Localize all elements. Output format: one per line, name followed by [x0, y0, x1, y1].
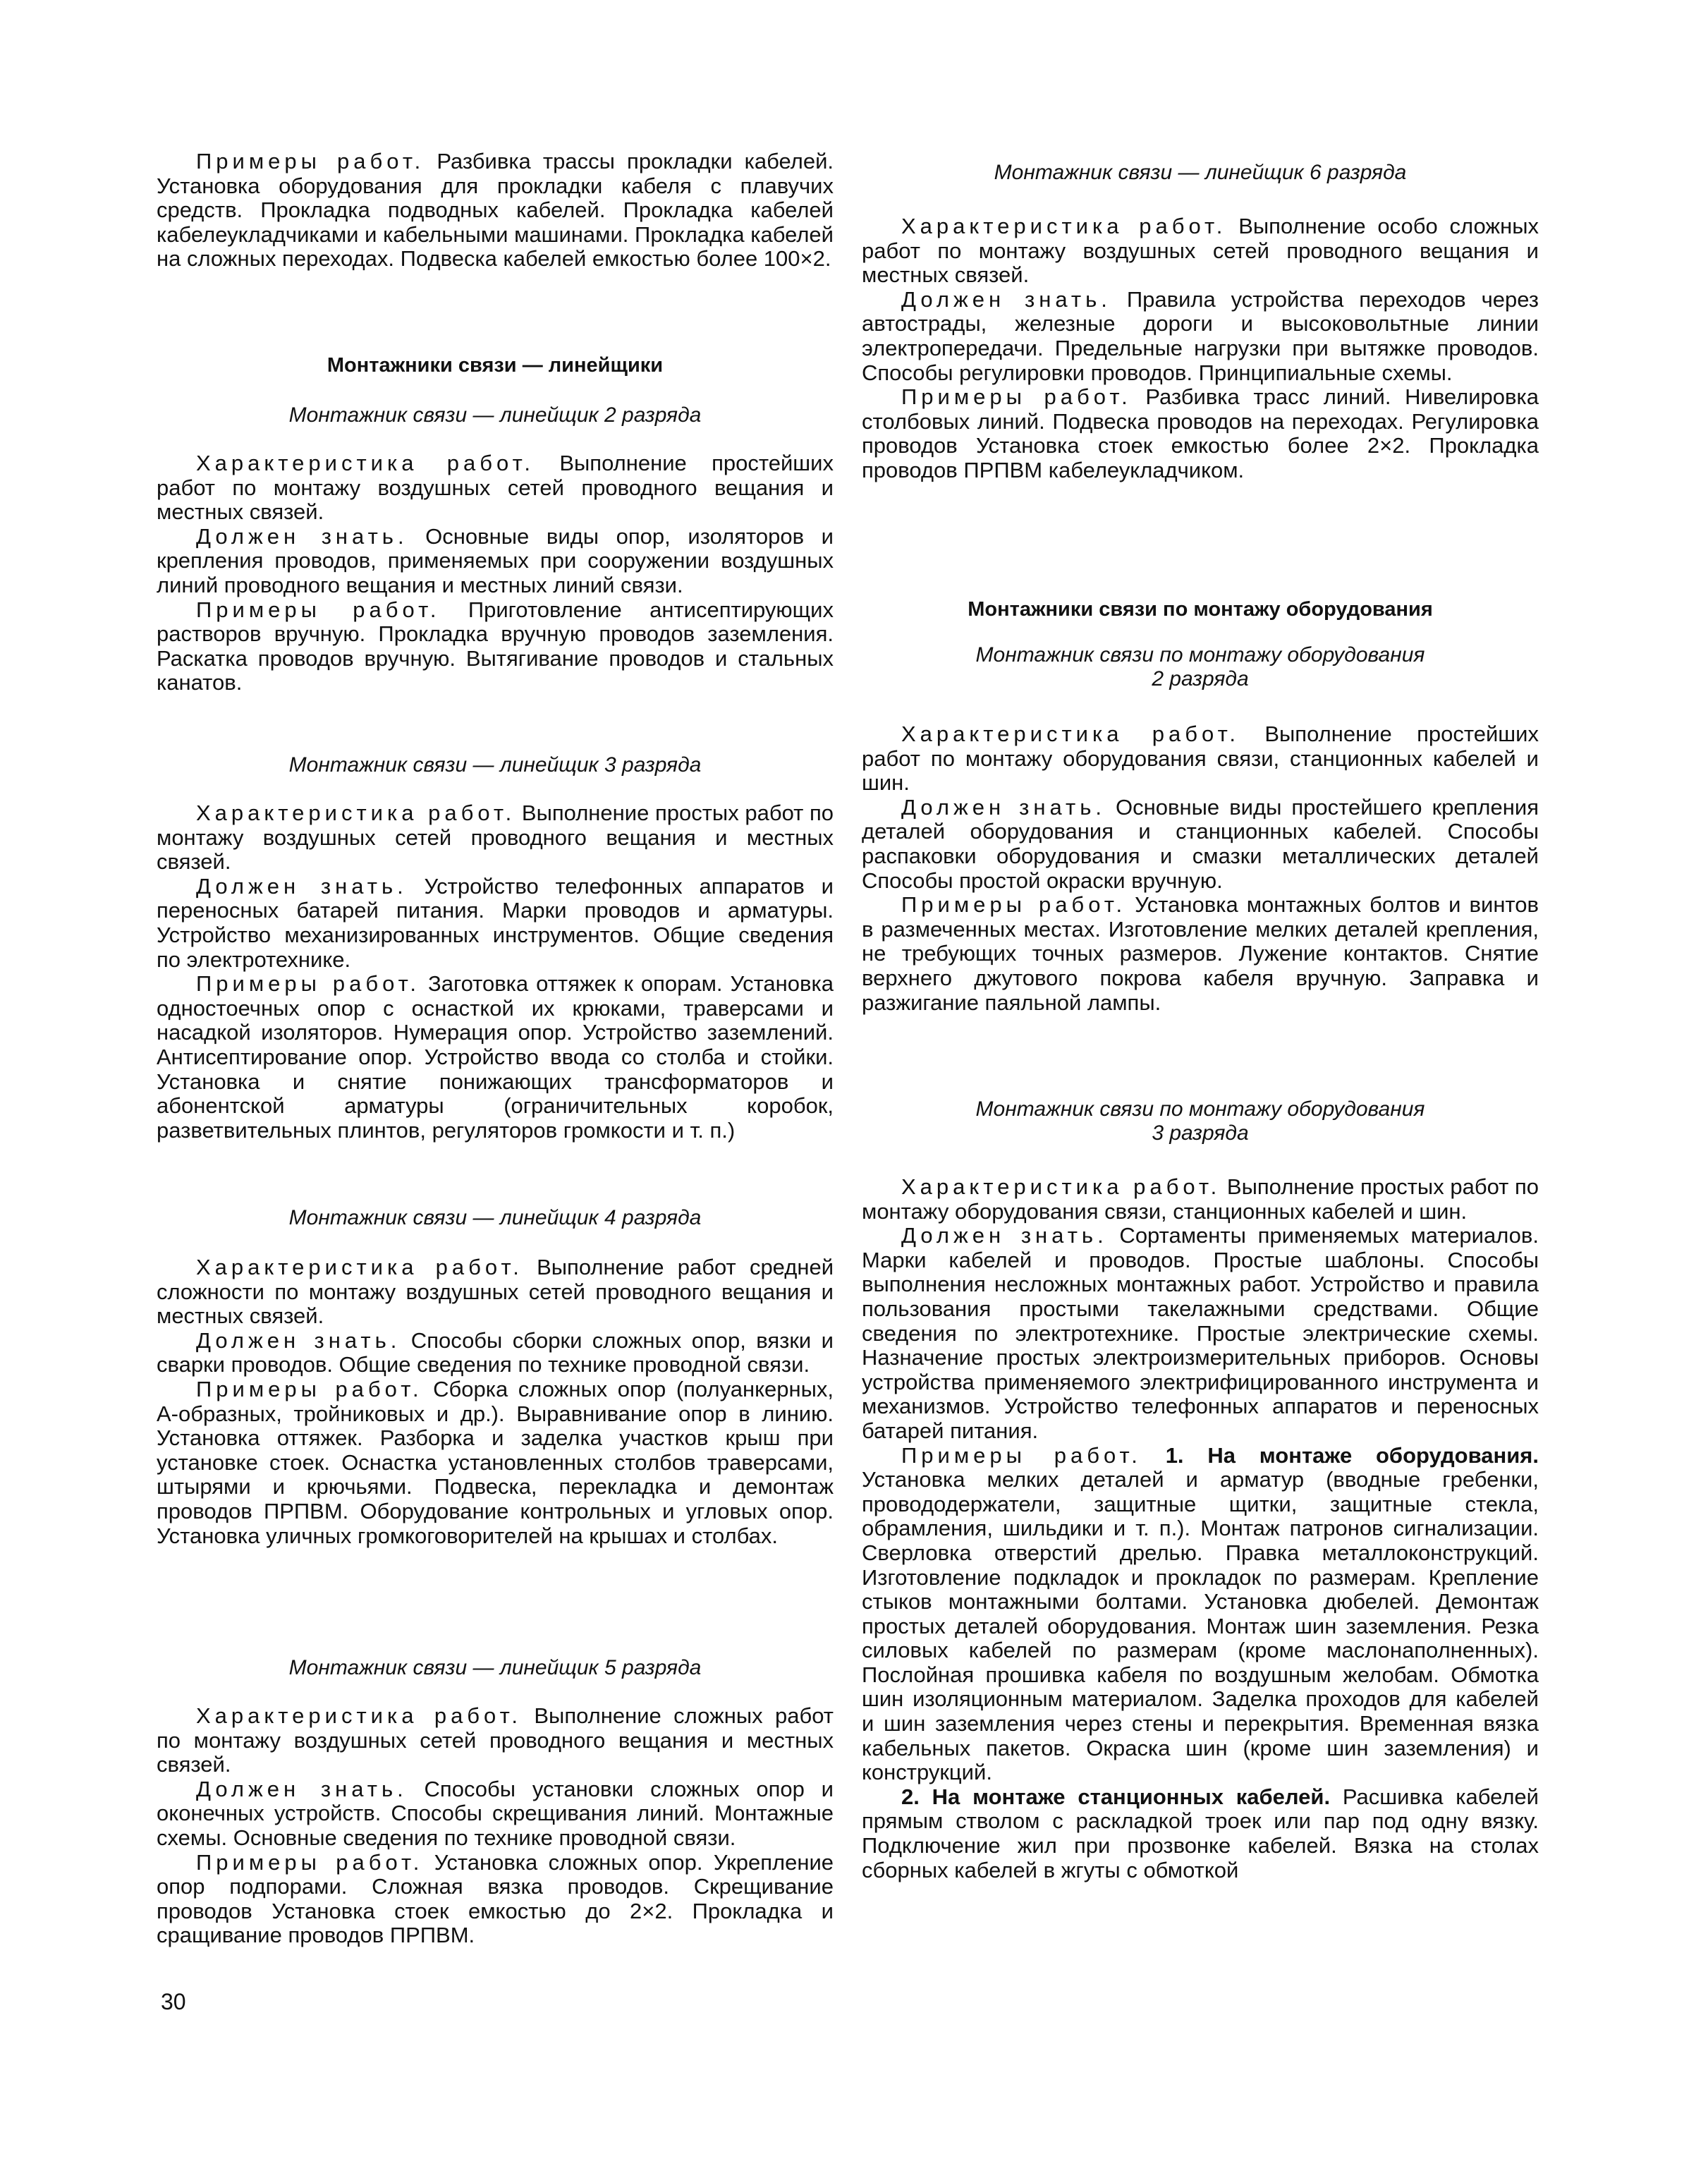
paragraph-lead: Должен знать.	[901, 1223, 1108, 1248]
paragraph	[157, 1851, 834, 1948]
paragraph	[157, 1704, 834, 1777]
subsection-title: Монтажник связи по монтажу оборудования	[975, 643, 1425, 667]
paragraph-bold-lead: 1. На монтаже оборудования.	[1141, 1442, 1539, 1468]
paragraph-lead: Должен знать.	[196, 523, 408, 549]
paragraph-lead: Характеристика работ.	[901, 1174, 1221, 1199]
paragraph-lead: Примеры работ.	[901, 892, 1127, 918]
paragraph	[157, 875, 834, 972]
paragraph-text: Установка мелких деталей и арматур (вводные гребенки, провододержатели, защитные щитки, защитные стекла, обрамления, шильдики и т. п.). Монтаж патронов сигнализации. Сверловка отверстий дрелью. Правка металлоконструкций. Изготовление подкладок и прокладок по размерам. Крепление стыков монтажными болтами. Установка дюбелей. Демонтаж простых деталей оборудования. Монтаж шин заземления. Резка силовых кабелей по размерам (кроме маслонаполненных). Послойная прошивка кабеля по воздушным желобам. Обмотка шин изоляционным материалом. Заделка проходов для кабелей и шин заземления через стены и перекрытия. Временная вязка кабельных пакетов. Окраска шин (кроме шин заземления) и конструкций.	[862, 1467, 1539, 1785]
paragraph-text: Устройство телефонных аппаратов и переносных батарей питания. Марки проводов и арматуры. Устройство механизированных инструментов. Общие сведения по электротехнике.	[157, 873, 834, 972]
paragraph-lead: Примеры работ.	[196, 597, 441, 622]
paragraph-text: Выполнение простейших работ по монтажу воздушных сетей проводного вещания и местных связей.	[157, 451, 834, 525]
section-block	[862, 643, 1539, 691]
section-block	[157, 753, 834, 777]
subsection-grade: 3 разряда	[1152, 1121, 1249, 1145]
paragraph-lead: Примеры работ.	[901, 384, 1132, 410]
page-number: 30	[161, 1989, 186, 2014]
paragraph	[862, 288, 1539, 385]
subsection-title: Монтажник связи — линейщик 4 разряда	[288, 1206, 702, 1229]
paragraph	[157, 1255, 834, 1329]
paragraph-text: Сортаменты применяемых материалов. Марки кабелей и проводов. Простые шаблоны. Способы выполнения несложных монтажных работ. Устройство и правила пользования простыми такелажными средствами. Общие сведения по электротехнике. Простые электрические схемы. Назначение простых электроизмерительных приборов. Основы устройства применяемого электрифицированного инструмента и механизмов. Устройство телефонных аппаратов и переносных батарей питания.	[862, 1223, 1539, 1443]
paragraph	[157, 150, 834, 272]
paragraph-lead: Характеристика работ.	[196, 1703, 522, 1728]
paragraph-lead: Примеры работ.	[196, 971, 421, 997]
paragraph-lead: Должен знать.	[196, 873, 408, 899]
paragraph	[157, 598, 834, 695]
section-block	[157, 1255, 834, 1548]
section-block	[862, 722, 1539, 1015]
paragraph-text: Способы установки сложных опор и оконечных устройств. Способы скрещивания линий. Монтажные схемы. Основные сведения по технике проводной связи.	[157, 1776, 834, 1850]
section-block	[157, 150, 834, 272]
paragraph-text: Основные виды опор, изоляторов и крепления проводов, применяемых при сооружении воздушных линий проводного вещания и местных линий связи.	[157, 523, 834, 597]
paragraph-text: Разбивка трасс линий. Нивелировка столбовых линий. Подвеска проводов на переходах. Регулировка проводов Установка стоек емкостью более 2×2. Прокладка проводов ПРПВМ кабелеукладчиком.	[862, 384, 1539, 482]
subsection-title: Монтажник связи — линейщик 5 разряда	[288, 1656, 702, 1679]
paragraph-lead: Характеристика работ.	[901, 214, 1227, 238]
paragraph-text: Выполнение сложных работ по монтажу воздушных сетей проводного вещания и местных связей.	[157, 1703, 834, 1777]
section-heading: Монтажники связи — линейщики	[327, 354, 664, 377]
section-block	[862, 161, 1539, 185]
paragraph-lead: Должен знать.	[196, 1776, 408, 1801]
paragraph-lead: Примеры работ.	[901, 1442, 1142, 1468]
paragraph-text: Основные виды простейшего крепления деталей оборудования и станционных кабелей. Способы распаковки оборудования и смазки металлических деталей Способы простой окраски вручную.	[862, 794, 1539, 893]
paragraph	[862, 1444, 1539, 1785]
section-block	[862, 1175, 1539, 1882]
subsection-grade: 2 разряда	[1152, 667, 1249, 690]
paragraph	[862, 796, 1539, 893]
paragraph	[157, 1777, 834, 1851]
paragraph-text: Приготовление антисептирующих растворов вручную. Прокладка вручную проводов заземления. Раскатка проводов вручную. Вытягивание проводов и стальных канатов.	[157, 597, 834, 695]
subsection-title: Монтажник связи — линейщик 6 разряда	[994, 161, 1407, 184]
paragraph-text: Разбивка трассы прокладки кабелей. Установка оборудования для прокладки кабеля с плавучих средств. Прокладка подводных кабелей. Прокладка кабелей кабелеукладчиками и кабельными машинами. Прокладка кабелей на сложных переходах. Подвеска кабелей емкостью более 100×2.	[157, 149, 834, 272]
paragraph-text: Расшивка кабелей прямым стволом с раскладкой троек или пар под одну вязку. Подключение жил при прозвонке кабелей. Вязка на столах сборных кабелей в жгуты с обмоткой	[862, 1784, 1539, 1882]
paragraph-text: Выполнение простых работ по монтажу воздушных сетей проводного вещания и местных связей.	[157, 801, 834, 875]
section-block	[157, 1704, 834, 1948]
paragraph-lead: Примеры работ.	[196, 1849, 424, 1875]
paragraph	[862, 1785, 1539, 1882]
paragraph-text: Выполнение простых работ по монтажу оборудования связи, станционных кабелей и шин.	[862, 1174, 1539, 1224]
section-block	[157, 1656, 834, 1680]
paragraph-text: Способы сборки сложных опор, вязки и сварки проводов. Общие сведения по технике проводной связи.	[157, 1327, 834, 1377]
paragraph-lead: Характеристика работ.	[196, 1255, 523, 1279]
paragraph-lead: Примеры работ.	[196, 149, 425, 174]
paragraph-lead: Должен знать.	[901, 286, 1111, 312]
paragraph-lead: Должен знать.	[196, 1327, 401, 1353]
paragraph-text: Выполнение простейших работ по монтажу оборудования связи, станционных кабелей и шин.	[862, 722, 1539, 796]
paragraph-text: Установка сложных опор. Укрепление опор подпорами. Сложная вязка проводов. Скрещивание проводов Установка стоек емкостью до 2×2. Прокладка и сращивание проводов ПРПВМ.	[157, 1849, 834, 1948]
paragraph-bold-lead: 2. На монтаже станционных кабелей.	[901, 1784, 1331, 1809]
paragraph	[157, 1377, 834, 1548]
paragraph-text: Выполнение особо сложных работ по монтажу воздушных сетей проводного вещания и местных связей.	[862, 214, 1539, 288]
paragraph	[862, 893, 1539, 1015]
section-block	[157, 403, 834, 427]
subsection-title: Монтажник связи — линейщик 2 разряда	[288, 403, 702, 427]
paragraph-lead: Характеристика работ.	[901, 722, 1240, 746]
paragraph	[862, 1175, 1539, 1224]
paragraph-text: Установка монтажных болтов и винтов в размеченных местах. Изготовление мелких деталей крепления, не требующих точных размеров. Лужение контактов. Снятие верхнего джутового покрова кабеля вручную. Заправка и разжигание паяльной лампы.	[862, 892, 1539, 1015]
paragraph-lead: Характеристика работ.	[196, 451, 535, 475]
paragraph	[862, 214, 1539, 288]
section-block	[157, 1206, 834, 1230]
paragraph	[157, 525, 834, 598]
paragraph	[157, 801, 834, 875]
subsection-title: Монтажник связи — линейщик 3 разряда	[288, 753, 702, 777]
section-block	[862, 214, 1539, 483]
paragraph	[157, 1329, 834, 1377]
section-block	[862, 1097, 1539, 1145]
section-block	[157, 353, 834, 378]
paragraph-text: Заготовка оттяжек к опорам. Установка одностоечных опор с оснасткой их крюками, траверсами и насадкой изоляторов. Нумерация опор. Устройство заземлений. Антисептирование опор. Устройство ввода со столба и стойки. Установка и снятие понижающих трансформаторов и абонентской арматуры (ограничительных коробок, разветвительных плинтов, регуляторов громкости и т. п.)	[157, 971, 834, 1143]
paragraph-text: Правила устройства переходов через автострады, железные дороги и высоковольтные линии электропередачи. Предельные нагрузки при вытяжке проводов. Способы регулировки проводов. Принципиальные схемы.	[862, 286, 1539, 385]
section-block	[862, 597, 1539, 622]
paragraph-text: Выполнение работ средней сложности по монтажу воздушных сетей проводного вещания и местных связей.	[157, 1255, 834, 1329]
paragraph	[862, 1224, 1539, 1443]
section-block	[157, 801, 834, 1143]
paragraph	[157, 451, 834, 525]
subsection-title: Монтажник связи по монтажу оборудования	[975, 1097, 1425, 1121]
paragraph	[862, 385, 1539, 482]
paragraph-text: Сборка сложных опор (полуанкерных, А-образных, тройниковых и др.). Выравнивание опор в линию. Установка оттяжек. Разборка и заделка участков крыш при установке стоек. Оснастка установленных столбов траверсами, штырями и крючьями. Подвеска, перекладка и демонтаж проводов ПРПВМ. Оборудование контрольных и угловых опор. Установка уличных громкоговорителей на крышах и столбах.	[157, 1376, 834, 1548]
section-heading: Монтажники связи по монтажу оборудования	[968, 598, 1433, 621]
paragraph-lead: Примеры работ.	[196, 1376, 423, 1401]
paragraph-lead: Должен знать.	[901, 794, 1106, 820]
paragraph	[157, 972, 834, 1143]
paragraph-lead: Характеристика работ.	[196, 801, 516, 825]
section-block	[157, 451, 834, 695]
paragraph	[862, 722, 1539, 796]
